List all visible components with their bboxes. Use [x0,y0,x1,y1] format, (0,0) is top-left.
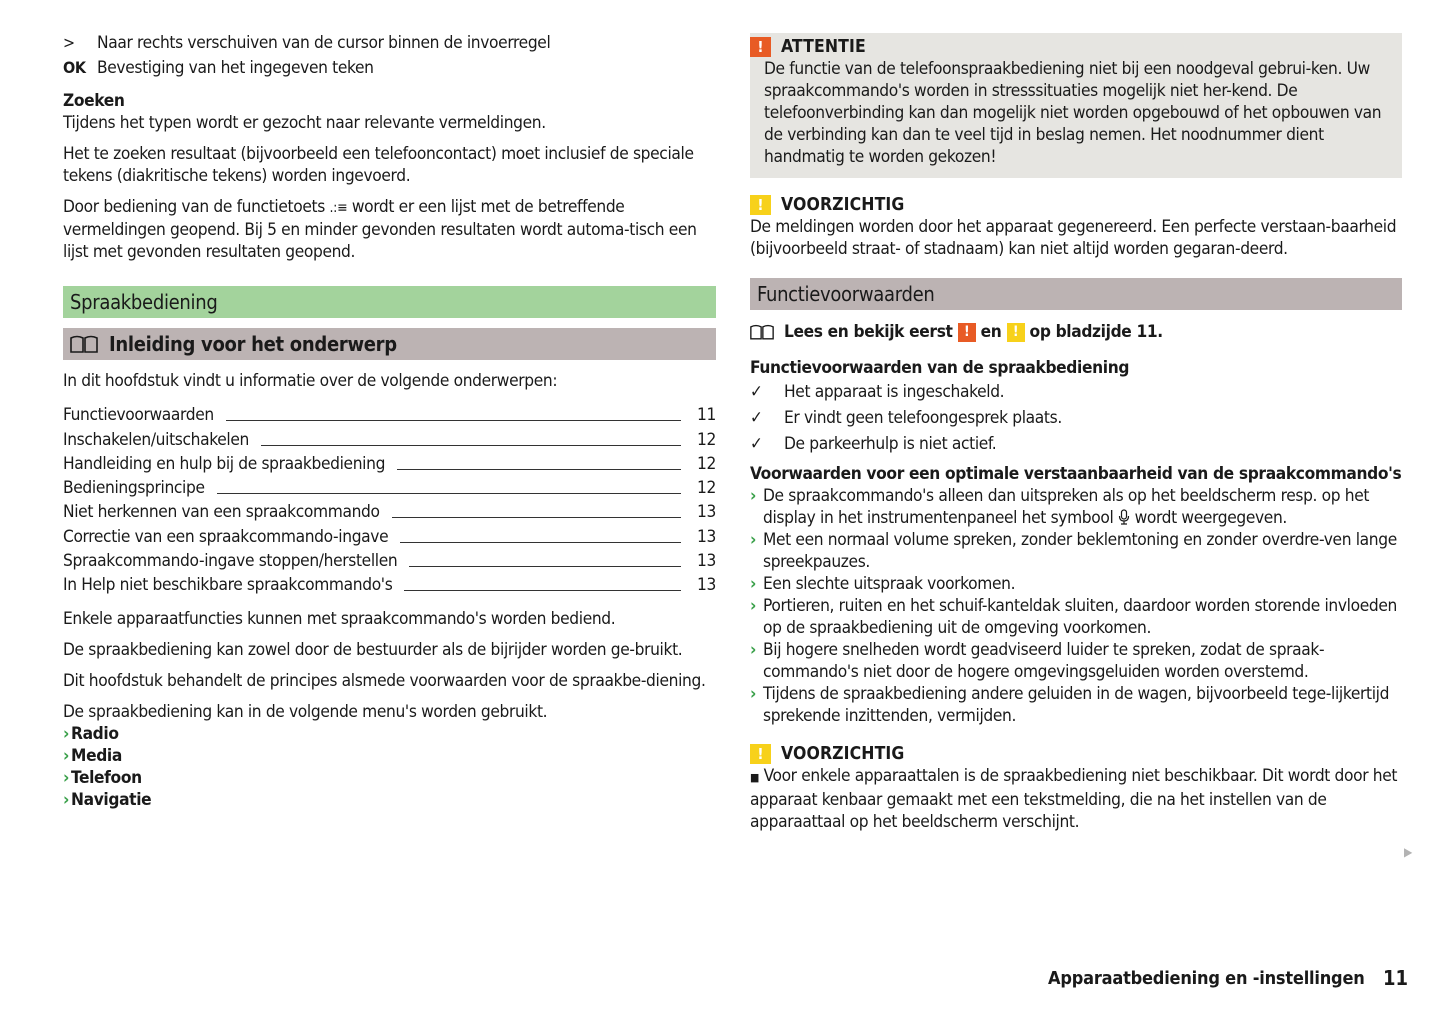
caution-icon[interactable]: ! [1007,323,1025,342]
key-row-right [63,32,716,57]
toc-page: 13 [697,575,716,596]
toc-entry[interactable] [63,572,716,596]
text: De spraakcommando's alleen dan uitspreken als op het beeldscherm resp. op het display in het instrumentenpaneel het symbool [763,486,1370,528]
menu-label: Radio [71,724,119,745]
chevron-right-icon: › [63,768,70,789]
zoeken-heading: Zoeken [63,91,125,111]
toc-entry[interactable] [63,426,716,450]
optimal-item [750,529,1402,573]
toc-leader [409,566,681,567]
optimal-text: Een slechte uitspraak voorkomen. [763,574,1016,594]
optimal-item [750,573,1402,595]
toc-leader [397,469,681,470]
paragraph: De spraakbediening kan zowel door de bestuurder als de bijrijder worden ge-bruikt. [63,640,683,661]
toc-entry[interactable] [63,548,716,572]
menu-item-navigatie [63,789,716,811]
notice-title-text: VOORZICHTIG [781,195,905,215]
read-first-note [750,320,1402,344]
optimal-heading: Voorwaarden voor een optimale verstaanbaarheid van de spraakcommando's [750,464,1402,484]
checkmark-icon: ✓ [750,408,763,428]
menu-item-telefoon [63,767,716,789]
voorzichtig-text: De meldingen worden door het apparaat gegenereerd. Een perfecte verstaan-baarheid (bijvoorbeeld straat- of stadnaam) kan niet altijd worden gegaran-deerd. [750,217,1397,259]
toc-label: Functievoorwaarden [63,405,214,426]
optimal-text [763,485,1402,529]
table-of-contents [63,402,716,596]
subsection-heading-inleiding [63,328,716,360]
text: wordt weergegeven. [1134,508,1287,528]
toc-leader [226,420,681,421]
footer-chapter: Apparaatbediening en -instellingen [1048,968,1365,989]
toc-label: Correctie van een spraakcommando-ingave [63,526,389,547]
section-heading-spraakbediening: Spraakbediening [63,286,716,318]
toc-page: 12 [697,478,716,499]
toc-entry[interactable] [63,523,716,547]
menu-label: Navigatie [71,790,152,811]
zoeken-p2: Het te zoeken resultaat (bijvoorbeeld een telefooncontact) moet inclusief de speciale tekens (diakritische tekens) worden ingevoerd. [63,144,694,186]
ok-key-icon: OK [63,58,86,77]
toc-entry[interactable] [63,402,716,426]
chevron-right-icon: › [63,724,70,745]
menu-item-radio [63,723,716,745]
toc-label: Spraakcommando-ingave stoppen/herstellen [63,551,398,572]
condition-text: De parkeerhulp is niet actief. [784,434,997,454]
continue-arrow-icon: ▶ [1404,845,1413,859]
book-icon [750,324,774,340]
checkmark-icon: ✓ [750,382,763,402]
toc-page: 11 [697,405,716,426]
voorzichtig-title [750,743,1402,765]
voorzichtig-title [750,194,1402,216]
intro-text: In dit hoofdstuk vindt u informatie over de volgende onderwerpen: [63,371,558,391]
toc-label: In Help niet beschikbare spraakcommando's [63,575,393,596]
chevron-right-icon: › [63,790,70,811]
optimal-item [750,595,1402,639]
toc-label: Inschakelen/uitschakelen [63,429,249,450]
optimal-item [750,683,1402,727]
toc-entry[interactable] [63,499,716,523]
chevron-right-icon: › [750,574,757,594]
optimal-text: Met een normaal volume spreken, zonder beklemtoning en zonder overdre-ven lange spreekpauzes. [763,530,1397,572]
optimal-text: Bij hogere snelheden wordt geadviseerd luider te spreken, zodat de spraak-commando's niet door de hogere omgevingsgeluiden worden overstemd. [763,640,1325,682]
toc-page: 12 [697,453,716,474]
warning-icon: ! [750,37,771,57]
text: Door bediening van de functietoets [63,197,325,217]
condition-item [750,379,1402,405]
text: en [980,322,1002,342]
zoeken-p3 [63,196,716,263]
voorzichtig-text [750,765,1402,833]
microphone-icon [1118,509,1130,525]
chevron-right-icon: › [750,486,757,506]
key-description: Bevestiging van het ingegeven teken [97,58,374,78]
key-row-ok [63,57,716,82]
warning-icon[interactable]: ! [958,323,976,342]
toc-page: 12 [697,429,716,450]
toc-leader [404,590,681,591]
toc-leader [392,517,681,518]
optimal-text: Portieren, ruiten en het schuif-kanteldak sluiten, daardoor worden storende invloeden op de spraakbediening uit de omgeving voorkomen. [763,596,1397,638]
right-arrow-icon: > [63,33,75,52]
attentie-title [750,36,1402,58]
chevron-right-icon: › [63,746,70,767]
toc-page: 13 [697,526,716,547]
checkmark-icon: ✓ [750,434,763,454]
paragraph: De spraakbediening kan in de volgende menu's worden gebruikt. [63,702,548,723]
condition-item [750,431,1402,457]
condition-item [750,405,1402,431]
toc-leader [400,542,681,543]
optimal-item [750,485,1402,529]
condition-text: Het apparaat is ingeschakeld. [784,382,1005,402]
caution-icon: ! [750,744,771,764]
notice-title-text: ATTENTIE [781,37,866,57]
paragraph: Dit hoofdstuk behandelt de principes alsmede voorwaarden voor de spraakbe-diening. [63,671,706,692]
conditions-heading: Functievoorwaarden van de spraakbediening [750,358,1130,378]
square-bullet-icon: ■ [750,771,760,784]
text: Lees en bekijk eerst [784,322,953,342]
chevron-right-icon: › [750,640,757,660]
page-number: 11 [1383,966,1409,990]
condition-text: Er vindt geen telefoongesprek plaats. [784,408,1062,428]
toc-label: Niet herkennen van een spraakcommando [63,502,380,523]
book-icon [70,335,98,353]
toc-leader [261,445,681,446]
left-column [63,0,716,811]
toc-page: 13 [697,551,716,572]
attentie-box [750,33,1402,178]
chevron-right-icon: › [750,596,757,616]
text: Voor enkele apparaattalen is de spraakbediening niet beschikbaar. Dit wordt door het apparaat kenbaar gemaakt met een tekstmelding, die na het instellen van de apparaattaal op het beeldscherm verschijnt. [750,766,1398,832]
menu-list [63,723,716,811]
section-heading-functievoorwaarden: Functievoorwaarden [750,278,1402,310]
menu-item-media [63,745,716,767]
toc-page: 13 [697,502,716,523]
toc-leader [217,493,681,494]
list-function-key-icon: .:≡ [329,200,348,216]
optimal-item [750,639,1402,683]
toc-entry[interactable] [63,451,716,475]
right-column [750,0,1402,833]
attentie-text: De functie van de telefoonspraakbediening niet bij een noodgeval gebrui-ken. Uw spraakcommando's worden in stresssituaties mogelijk niet her-kend. De telefoonverbinding kan dan mogelijk niet worden opgebouwd of het opbouwen van de verbinding kan dan te veel tijd in beslag nemen. Het noodnummer dient handmatig te worden gekozen! [764,59,1382,167]
chevron-right-icon: › [750,684,757,704]
toc-label: Bedieningsprincipe [63,478,205,499]
toc-label: Handleiding en hulp bij de spraakbediening [63,453,386,474]
text: wordt er een lijst met de betreffende vermeldingen geopend. Bij 5 en minder gevonden resultaten wordt automa-tisch een lijst met gevonden resultaten geopend. [63,197,697,262]
chevron-right-icon: › [750,530,757,550]
zoeken-p1: Tijdens het typen wordt er gezocht naar relevante vermeldingen. [63,113,546,133]
notice-title-text: VOORZICHTIG [781,744,905,764]
page-link[interactable]: op bladzijde 11. [1029,322,1163,342]
subsection-title: Inleiding voor het onderwerp [109,332,397,356]
paragraph: Enkele apparaatfuncties kunnen met spraakcommando's worden bediend. [63,609,616,630]
menu-label: Telefoon [71,768,142,789]
menu-label: Media [71,746,122,767]
toc-entry[interactable] [63,475,716,499]
key-description: Naar rechts verschuiven van de cursor binnen de invoerregel [97,33,551,53]
optimal-text: Tijdens de spraakbediening andere geluiden in de wagen, bijvoorbeeld tege-lijkertijd sprekende inzittenden, vermijden. [763,684,1390,726]
caution-icon: ! [750,195,771,215]
